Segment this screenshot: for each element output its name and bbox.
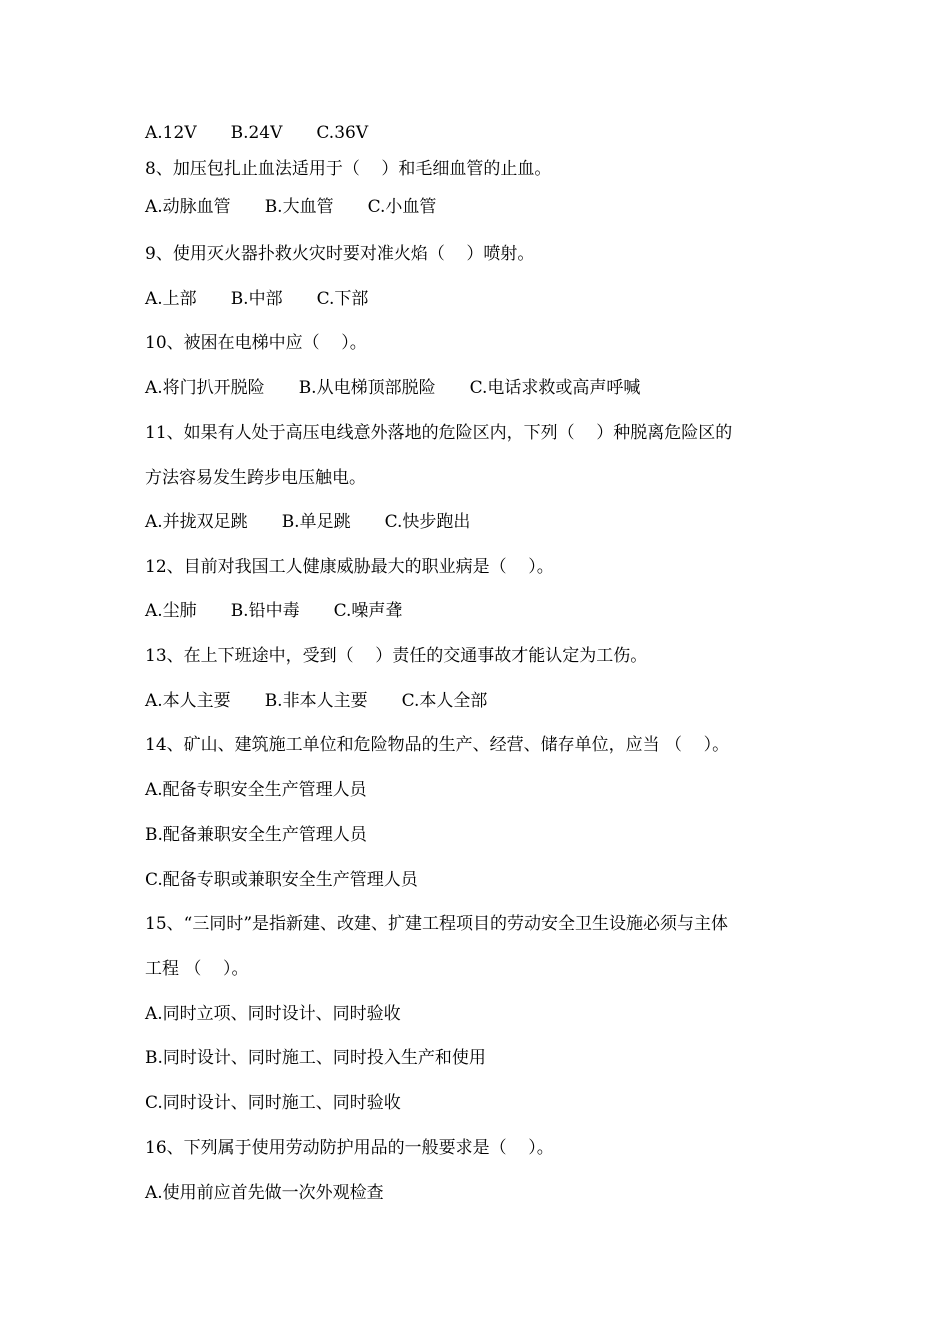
question-text: A.同时立项、同时设计、同时验收 — [145, 1004, 401, 1024]
answer-option: B.铅中毒 — [230, 601, 300, 621]
question-text: B.配备兼职安全生产管理人员 — [145, 825, 367, 845]
answer-option: B.从电梯顶部脱险 — [298, 378, 436, 398]
answer-option: A.上部 — [145, 289, 197, 309]
question-text: 16、下列属于使用劳动防护用品的一般要求是（ ）。 — [145, 1138, 554, 1158]
answer-option: B.大血管 — [264, 197, 334, 217]
answer-options — [145, 377, 640, 399]
question-text: A.配备专职安全生产管理人员 — [145, 780, 367, 800]
answer-option: C.快步跑出 — [384, 512, 471, 532]
answer-options — [145, 511, 470, 533]
answer-option: B.非本人主要 — [264, 691, 368, 711]
question-text: C.同时设计、同时施工、同时验收 — [145, 1093, 401, 1113]
question-text: 13、在上下班途中，受到（ ）责任的交通事故才能认定为工伤。 — [145, 646, 648, 666]
answer-option: B.24V — [230, 123, 283, 143]
answer-option: A.尘肺 — [145, 601, 197, 621]
answer-option: A.将门扒开脱险 — [145, 378, 265, 398]
answer-option: A.本人主要 — [145, 691, 231, 711]
question-text: 9、使用灭火器扑救火灾时要对准火焰（ ）喷射。 — [145, 244, 535, 264]
question-text: C.配备专职或兼职安全生产管理人员 — [145, 870, 418, 890]
question-text: 工程 （ ）。 — [145, 959, 249, 979]
question-text: 8、加压包扎止血法适用于（ ）和毛细血管的止血。 — [145, 159, 552, 179]
answer-option: C.36V — [316, 123, 369, 143]
question-text: 12、目前对我国工人健康威胁最大的职业病是（ ）。 — [145, 557, 554, 577]
answer-options — [145, 196, 436, 218]
answer-option: B.中部 — [230, 289, 283, 309]
question-text: 10、被困在电梯中应（ ）。 — [145, 333, 367, 353]
question-text: 14、矿山、建筑施工单位和危险物品的生产、经营、储存单位，应当 （ ）。 — [145, 735, 730, 755]
answer-options — [145, 288, 368, 310]
answer-option: C.噪声聋 — [333, 601, 403, 621]
answer-options — [145, 600, 402, 622]
answer-option: C.本人全部 — [401, 691, 488, 711]
answer-option: C.小血管 — [367, 197, 437, 217]
question-text: A.使用前应首先做一次外观检查 — [145, 1183, 384, 1203]
answer-options — [145, 122, 368, 144]
question-text: 15、“三同时”是指新建、改建、扩建工程项目的劳动安全卫生设施必须与主体 — [145, 914, 729, 934]
answer-options — [145, 690, 487, 712]
question-text: 方法容易发生跨步电压触电。 — [145, 468, 366, 488]
question-text: 11、如果有人处于高压电线意外落地的危险区内，下列（ ）种脱离危险区的 — [145, 423, 733, 443]
question-text: B.同时设计、同时施工、同时投入生产和使用 — [145, 1048, 486, 1068]
answer-option: A.并拢双足跳 — [145, 512, 248, 532]
answer-option: C.电话求救或高声呼喊 — [469, 378, 641, 398]
answer-option: A.动脉血管 — [145, 197, 231, 217]
answer-option: C.下部 — [316, 289, 369, 309]
answer-option: B.单足跳 — [281, 512, 351, 532]
answer-option: A.12V — [145, 123, 197, 143]
